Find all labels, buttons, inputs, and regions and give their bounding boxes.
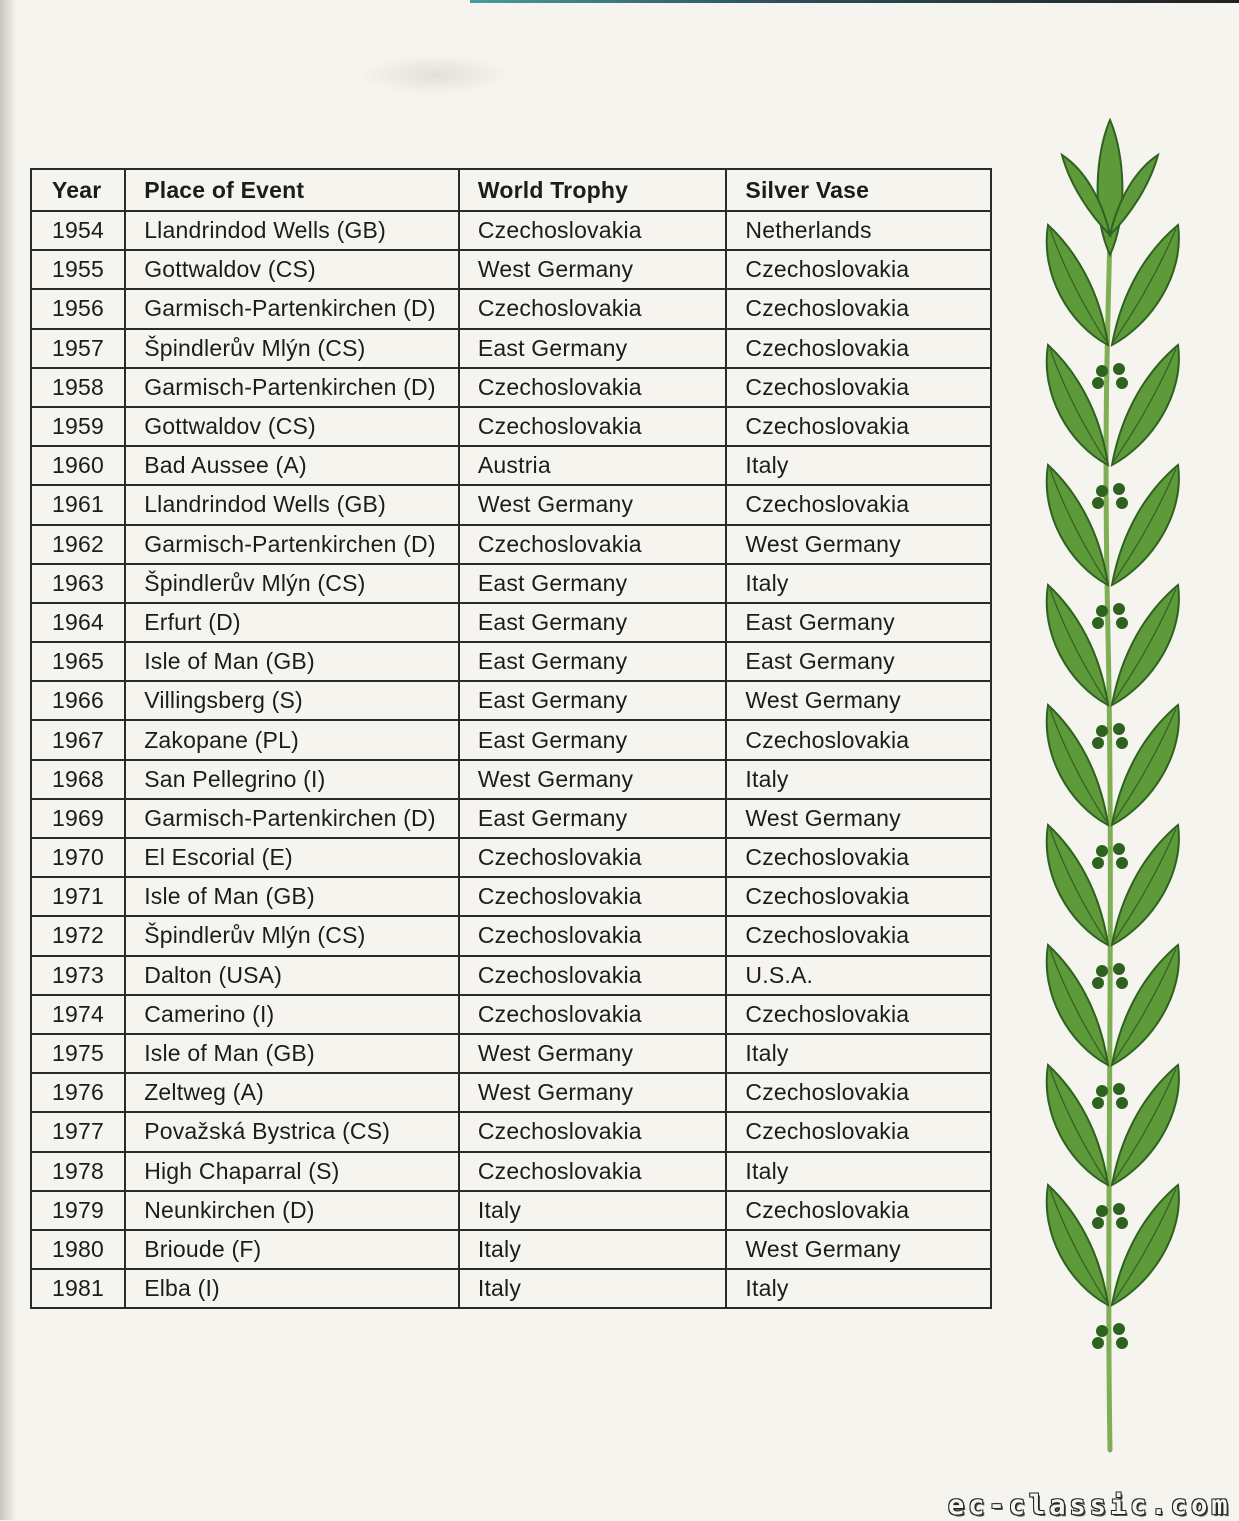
cell-place: Gottwaldov (CS) bbox=[125, 250, 459, 289]
table-row bbox=[31, 1191, 991, 1230]
cell-place: Villingsberg (S) bbox=[125, 681, 459, 720]
cell-vase: Italy bbox=[726, 1034, 991, 1073]
cell-place: El Escorial (E) bbox=[125, 838, 459, 877]
cell-place: Garmisch-Partenkirchen (D) bbox=[125, 525, 459, 564]
cell-place: Camerino (I) bbox=[125, 995, 459, 1034]
table-row bbox=[31, 1073, 991, 1112]
cell-year: 1958 bbox=[31, 368, 125, 407]
cell-vase: Czechoslovakia bbox=[726, 368, 991, 407]
cell-year: 1977 bbox=[31, 1112, 125, 1151]
cell-trophy: Czechoslovakia bbox=[459, 956, 727, 995]
table-header-row bbox=[31, 169, 991, 211]
cell-trophy: West Germany bbox=[459, 1073, 727, 1112]
cell-vase: Czechoslovakia bbox=[726, 1112, 991, 1151]
cell-trophy: Czechoslovakia bbox=[459, 995, 727, 1034]
cell-trophy: Italy bbox=[459, 1230, 727, 1269]
cell-place: Považská Bystrica (CS) bbox=[125, 1112, 459, 1151]
cell-trophy: Czechoslovakia bbox=[459, 1152, 727, 1191]
cell-vase: Italy bbox=[726, 1152, 991, 1191]
table-row bbox=[31, 1269, 991, 1308]
cell-vase: Czechoslovakia bbox=[726, 995, 991, 1034]
cell-trophy: Czechoslovakia bbox=[459, 407, 727, 446]
table-row bbox=[31, 603, 991, 642]
header-place-of-event: Place of Event bbox=[125, 169, 459, 211]
cell-vase: West Germany bbox=[726, 525, 991, 564]
cell-vase: Czechoslovakia bbox=[726, 407, 991, 446]
cell-vase: East Germany bbox=[726, 603, 991, 642]
header-silver-vase: Silver Vase bbox=[726, 169, 991, 211]
cell-year: 1979 bbox=[31, 1191, 125, 1230]
cell-place: Špindlerův Mlýn (CS) bbox=[125, 564, 459, 603]
cell-place: Bad Aussee (A) bbox=[125, 446, 459, 485]
cell-vase: Czechoslovakia bbox=[726, 1191, 991, 1230]
table-row bbox=[31, 446, 991, 485]
table-row bbox=[31, 877, 991, 916]
cell-place: Erfurt (D) bbox=[125, 603, 459, 642]
cell-vase: Czechoslovakia bbox=[726, 916, 991, 955]
table-row bbox=[31, 838, 991, 877]
table-row bbox=[31, 564, 991, 603]
cell-vase: Czechoslovakia bbox=[726, 1073, 991, 1112]
cell-trophy: West Germany bbox=[459, 250, 727, 289]
table-row bbox=[31, 956, 991, 995]
print-smudge bbox=[360, 55, 510, 95]
header-world-trophy: World Trophy bbox=[459, 169, 727, 211]
cell-place: Neunkirchen (D) bbox=[125, 1191, 459, 1230]
cell-trophy: West Germany bbox=[459, 760, 727, 799]
table-row bbox=[31, 720, 991, 759]
cell-year: 1954 bbox=[31, 211, 125, 250]
cell-place: Zeltweg (A) bbox=[125, 1073, 459, 1112]
cell-vase: West Germany bbox=[726, 681, 991, 720]
cell-vase: Italy bbox=[726, 446, 991, 485]
cell-year: 1957 bbox=[31, 329, 125, 368]
cell-trophy: East Germany bbox=[459, 329, 727, 368]
cell-year: 1961 bbox=[31, 485, 125, 524]
table-row bbox=[31, 250, 991, 289]
cell-vase: Czechoslovakia bbox=[726, 250, 991, 289]
table-row bbox=[31, 407, 991, 446]
table-row bbox=[31, 1152, 991, 1191]
table-row bbox=[31, 289, 991, 328]
cell-trophy: East Germany bbox=[459, 564, 727, 603]
cell-place: Špindlerův Mlýn (CS) bbox=[125, 329, 459, 368]
cell-trophy: Czechoslovakia bbox=[459, 525, 727, 564]
cell-vase: Netherlands bbox=[726, 211, 991, 250]
table-row bbox=[31, 681, 991, 720]
header-year: Year bbox=[31, 169, 125, 211]
table-row bbox=[31, 799, 991, 838]
cell-trophy: East Germany bbox=[459, 799, 727, 838]
table-row bbox=[31, 211, 991, 250]
cell-year: 1973 bbox=[31, 956, 125, 995]
cell-vase: West Germany bbox=[726, 1230, 991, 1269]
cell-trophy: Czechoslovakia bbox=[459, 916, 727, 955]
table-row bbox=[31, 525, 991, 564]
cell-trophy: East Germany bbox=[459, 642, 727, 681]
cell-year: 1955 bbox=[31, 250, 125, 289]
cell-trophy: East Germany bbox=[459, 603, 727, 642]
cell-place: Garmisch-Partenkirchen (D) bbox=[125, 368, 459, 407]
cell-trophy: Czechoslovakia bbox=[459, 368, 727, 407]
cell-trophy: East Germany bbox=[459, 720, 727, 759]
cell-trophy: West Germany bbox=[459, 485, 727, 524]
cell-place: Garmisch-Partenkirchen (D) bbox=[125, 799, 459, 838]
cell-year: 1962 bbox=[31, 525, 125, 564]
cell-vase: Italy bbox=[726, 564, 991, 603]
cell-year: 1966 bbox=[31, 681, 125, 720]
table-row bbox=[31, 1230, 991, 1269]
cell-trophy: West Germany bbox=[459, 1034, 727, 1073]
cell-trophy: Austria bbox=[459, 446, 727, 485]
table-row bbox=[31, 1034, 991, 1073]
table-row bbox=[31, 916, 991, 955]
cell-vase: Czechoslovakia bbox=[726, 329, 991, 368]
cell-year: 1960 bbox=[31, 446, 125, 485]
cell-year: 1972 bbox=[31, 916, 125, 955]
cell-trophy: Czechoslovakia bbox=[459, 1112, 727, 1151]
table-row bbox=[31, 642, 991, 681]
cell-year: 1965 bbox=[31, 642, 125, 681]
table-row bbox=[31, 1112, 991, 1151]
cell-vase: Czechoslovakia bbox=[726, 485, 991, 524]
cell-year: 1969 bbox=[31, 799, 125, 838]
cell-year: 1971 bbox=[31, 877, 125, 916]
cell-trophy: Czechoslovakia bbox=[459, 838, 727, 877]
table-row bbox=[31, 485, 991, 524]
cell-place: San Pellegrino (I) bbox=[125, 760, 459, 799]
cell-year: 1964 bbox=[31, 603, 125, 642]
results-table bbox=[30, 168, 992, 1309]
cell-vase: West Germany bbox=[726, 799, 991, 838]
cell-place: Isle of Man (GB) bbox=[125, 1034, 459, 1073]
cell-year: 1978 bbox=[31, 1152, 125, 1191]
cell-year: 1968 bbox=[31, 760, 125, 799]
cell-place: Llandrindod Wells (GB) bbox=[125, 211, 459, 250]
cell-year: 1980 bbox=[31, 1230, 125, 1269]
cell-trophy: Czechoslovakia bbox=[459, 211, 727, 250]
table-row bbox=[31, 368, 991, 407]
cell-vase: Czechoslovakia bbox=[726, 877, 991, 916]
cell-place: Elba (I) bbox=[125, 1269, 459, 1308]
cell-trophy: Italy bbox=[459, 1269, 727, 1308]
cell-year: 1967 bbox=[31, 720, 125, 759]
cell-year: 1974 bbox=[31, 995, 125, 1034]
cell-place: Garmisch-Partenkirchen (D) bbox=[125, 289, 459, 328]
cell-year: 1981 bbox=[31, 1269, 125, 1308]
table-body bbox=[31, 211, 991, 1308]
cell-vase: Czechoslovakia bbox=[726, 838, 991, 877]
cell-vase: Czechoslovakia bbox=[726, 720, 991, 759]
cell-year: 1975 bbox=[31, 1034, 125, 1073]
cell-year: 1956 bbox=[31, 289, 125, 328]
cell-vase: Italy bbox=[726, 760, 991, 799]
cell-place: Brioude (F) bbox=[125, 1230, 459, 1269]
cell-place: Isle of Man (GB) bbox=[125, 877, 459, 916]
cell-year: 1976 bbox=[31, 1073, 125, 1112]
cell-place: Llandrindod Wells (GB) bbox=[125, 485, 459, 524]
cell-place: Dalton (USA) bbox=[125, 956, 459, 995]
laurel-branch-icon bbox=[1030, 115, 1205, 1455]
cell-vase: U.S.A. bbox=[726, 956, 991, 995]
cell-trophy: Italy bbox=[459, 1191, 727, 1230]
cell-place: Špindlerův Mlýn (CS) bbox=[125, 916, 459, 955]
table-row bbox=[31, 995, 991, 1034]
cell-vase: Czechoslovakia bbox=[726, 289, 991, 328]
cell-trophy: East Germany bbox=[459, 681, 727, 720]
cell-year: 1970 bbox=[31, 838, 125, 877]
cell-vase: East Germany bbox=[726, 642, 991, 681]
page-gutter-shadow bbox=[0, 0, 16, 1520]
cell-year: 1959 bbox=[31, 407, 125, 446]
cell-trophy: Czechoslovakia bbox=[459, 877, 727, 916]
cell-vase: Italy bbox=[726, 1269, 991, 1308]
watermark: ec-classic.com bbox=[948, 1490, 1232, 1521]
cell-place: High Chaparral (S) bbox=[125, 1152, 459, 1191]
table-row bbox=[31, 329, 991, 368]
cell-place: Isle of Man (GB) bbox=[125, 642, 459, 681]
cell-place: Gottwaldov (CS) bbox=[125, 407, 459, 446]
cell-trophy: Czechoslovakia bbox=[459, 289, 727, 328]
top-border-line bbox=[470, 0, 1239, 3]
cell-place: Zakopane (PL) bbox=[125, 720, 459, 759]
cell-year: 1963 bbox=[31, 564, 125, 603]
table-row bbox=[31, 760, 991, 799]
